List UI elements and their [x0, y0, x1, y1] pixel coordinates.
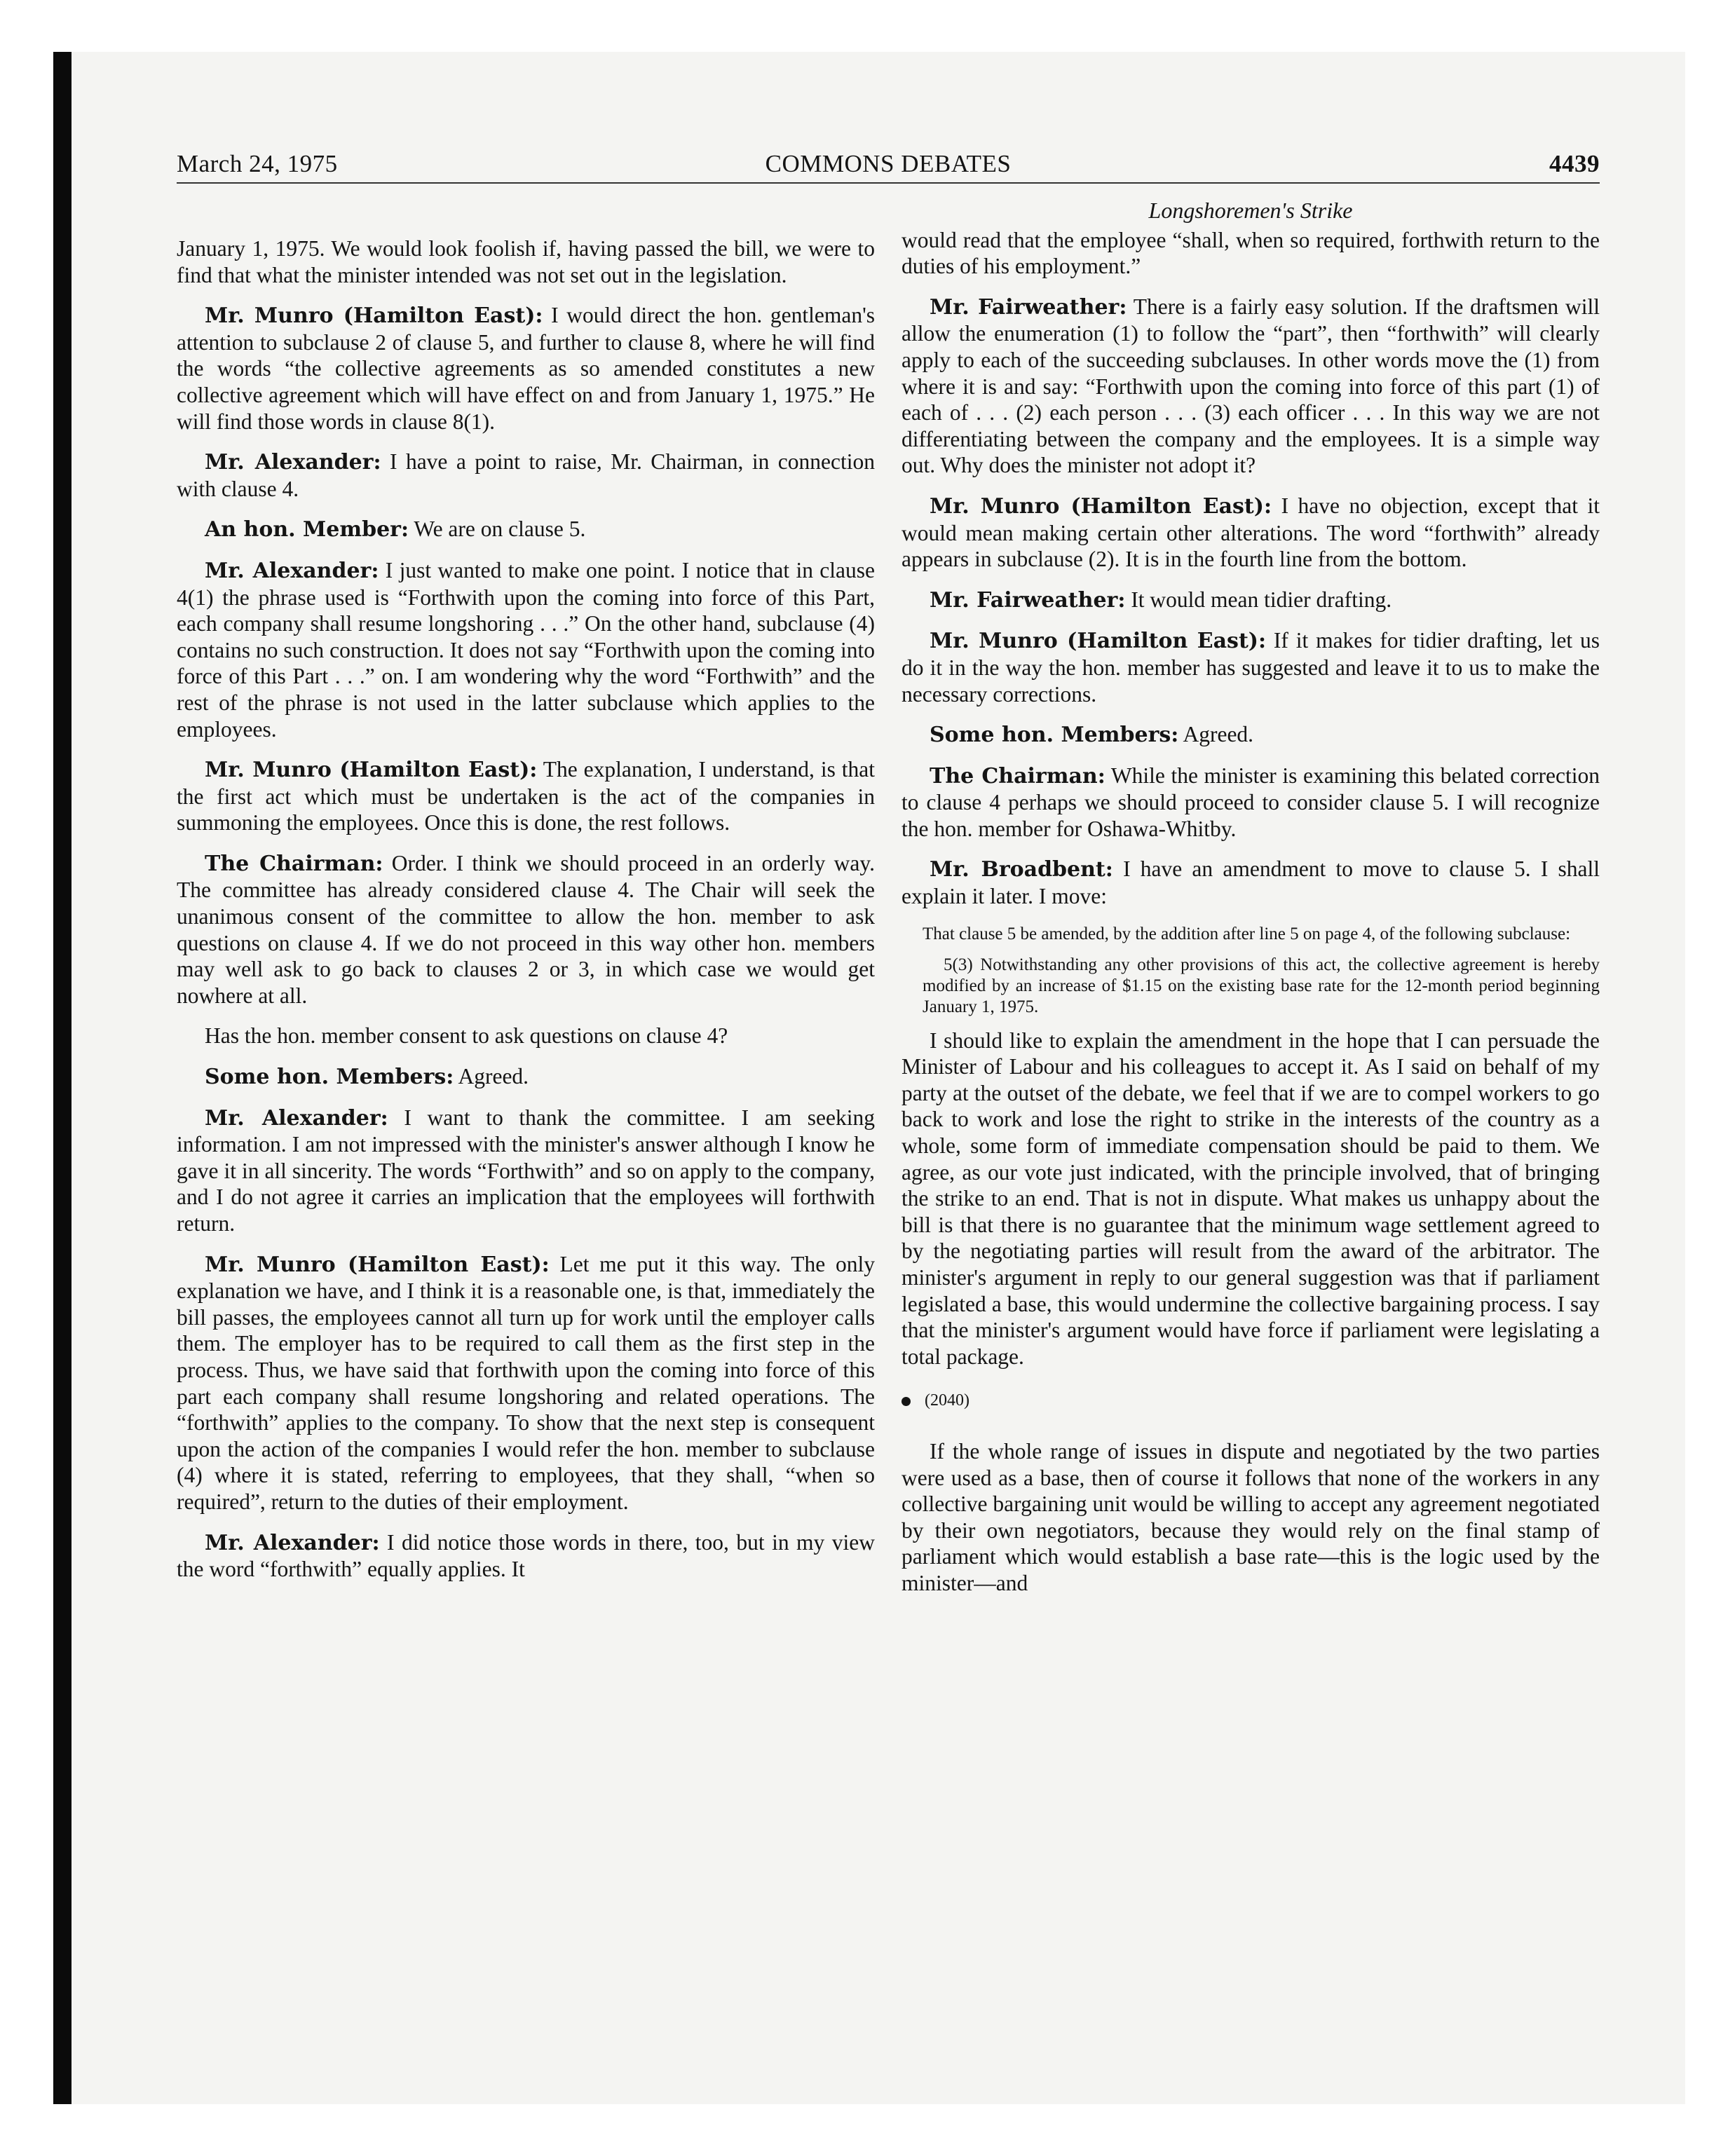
paragraph [901, 227, 1600, 280]
speaker-name: Mr. Munro (Hamilton East): [930, 629, 1267, 654]
paragraph [901, 1028, 1600, 1370]
right-column-top [901, 227, 1600, 910]
left-column [177, 236, 875, 1597]
right-column-end [901, 1438, 1600, 1597]
speaker-name: Some hon. Members: [930, 723, 1179, 748]
paragraph-text: Order. I think we should proceed in an orderly way. The committee has already considered clause 4. The Chair will seek the unanimous consent of the committee to allow the hon. member to ask questions on clause 4. If we do not proceed in this way other hon. members may well ask to go back to clauses 2 or 3, in which case we would get nowhere at all. [177, 850, 875, 1008]
paragraph [901, 856, 1600, 909]
paragraph-text: Agreed. [1183, 722, 1254, 747]
paragraph [177, 557, 875, 742]
paragraph-text: Agreed. [458, 1064, 529, 1089]
paragraph-text: Let me put it this way. The only explanation we have, and I think it is a reasonable one, is that, immediately the bill passes, the employees cannot all turn up for work until the employer calls them. The employer has to be required to call them as the first step in the process. Thus, we have said that forthwith upon the coming into force of this part each company shall resume longshoring and related operations. The “forthwith” applies to the company. To show that the next step is consequent upon the action of the companies I would refer the hon. member to subclause (4) where it is stated, referring to employees, that they shall, “when so required”, return to the duties of their employment. [177, 1251, 875, 1514]
paragraph-text: Has the hon. member consent to ask questions on clause 4? [205, 1023, 728, 1049]
header-page-number: 4439 [1549, 150, 1600, 177]
speaker-name: Mr. Munro (Hamilton East): [205, 758, 538, 783]
paragraph [177, 449, 875, 502]
paragraph [177, 1251, 875, 1515]
paragraph [901, 1438, 1600, 1597]
page-header [177, 143, 1600, 184]
speaker-name: The Chairman: [930, 763, 1105, 789]
paragraph [901, 627, 1600, 707]
motion-subclause: 5(3) Notwithstanding any other provisions of this act, the collective agreement is hereby modified by an increase of $1.15 on the existing base rate for the 12-month period beginning January 1, 1975. [923, 955, 1600, 1016]
speaker-name: Mr. Fairweather: [930, 294, 1127, 320]
paragraph-text: We are on clause 5. [414, 517, 586, 542]
speaker-name: Mr. Munro (Hamilton East): [205, 303, 543, 329]
paragraph-text: I want to thank the committee. I am seeking information. I am not impressed with the minister's answer although I know he gave it in all sincerity. The words “Forthwith” and so on apply to the company, and I do not agree it carries an implication that the employees will forthwith return. [177, 1105, 875, 1236]
speaker-name: Some hon. Members: [205, 1065, 454, 1090]
paragraph-text: If the whole range of issues in dispute and negotiated by the two parties were used as a base, then of course it follows that none of the workers in any collective bargaining unit would be willing to accept any agreement negotiated by their own negotiators, because they would rely on the final stamp of parliament which would establish a base rate—this is the logic used by the minister—and [901, 1438, 1600, 1595]
paragraph-text: I did notice those words in there, too, but in my view the word “forthwith” equally applies. It [177, 1529, 875, 1582]
paragraph [901, 721, 1600, 749]
paragraph [177, 1105, 875, 1237]
paragraph [901, 493, 1600, 573]
speaker-name: Mr. Alexander: [205, 1530, 380, 1555]
paragraph-text: There is a fairly easy solution. If the draftsmen will allow the enumeration (1) to follow the “part”, then “forthwith” will clearly apply to each of the succeeding subclauses. In other words move the (1) from where it is and say: “Forthwith upon the coming into force of this part (1) of each of . . . (2) each person . . . (3) each officer . . . In this way we are not differentiating between the company and the employees. It is a simple way out. Why does the minister not adopt it? [901, 294, 1600, 478]
speaker-name: Mr. Munro (Hamilton East): [930, 493, 1272, 519]
paragraph-text: January 1, 1975. We would look foolish if, having passed the bill, we were to find that what the minister intended was not set out in the legislation. [177, 236, 875, 287]
paragraph-text: If it makes for tidier drafting, let us do it in the way the hon. member has suggested and leave it to us to make the necessary corrections. [901, 628, 1600, 707]
speaker-name: Mr. Broadbent: [930, 857, 1113, 882]
speaker-name: Mr. Alexander: [205, 1105, 388, 1131]
paragraph [177, 516, 875, 543]
paragraph [177, 1063, 875, 1091]
paragraph-text: I have a point to raise, Mr. Chairman, in connection with clause 4. [177, 449, 875, 501]
paragraph [177, 236, 875, 288]
paragraph-text: While the minister is examining this belated correction to clause 4 perhaps we should proceed to consider clause 5. I will recognize the hon. member for Oshawa-Whitby. [901, 763, 1600, 841]
paragraph-text: would read that the employee “shall, when so required, forthwith return to the duties of his employment.” [901, 227, 1600, 279]
scan-binding-edge [53, 52, 72, 2104]
speaker-name: Mr. Alexander: [205, 558, 379, 583]
paragraph-text: I should like to explain the amendment in the hope that I can persuade the Minister of Labour and his colleagues to accept it. As I said on behalf of my party at the outset of the debate, we feel that if we are to compel workers to go back to work and lose the right to strike in the interests of the country as a whole, some form of immediate compensation should be paid to them. We agree, as our vote just indicated, with the principle involved, that of bringing the strike to an end. That is not in dispute. What makes us unhappy about the bill is that there is no guarantee that the minimum wage settlement agreed to by the negotiating parties will result from the award of the arbitrator. The minister's argument in reply to our general suggestion was that if parliament legislated a base, this would undermine the collective bargaining process. I say that the minister's argument would have force if parliament were legislating a total package. [901, 1028, 1600, 1369]
paragraph-text: I have an amendment to move to clause 5. I shall explain it later. I move: [901, 857, 1600, 909]
speaker-name: An hon. Member: [205, 517, 409, 543]
paragraph-text: I have no objection, except that it would mean making certain other alterations. The word “forthwith” already appears in subclause (2). It is in the fourth line from the bottom. [901, 493, 1600, 572]
paragraph [177, 1023, 875, 1049]
right-column-bottom [901, 1028, 1600, 1370]
speaker-name: Mr. Alexander: [205, 450, 381, 475]
header-date: March 24, 1975 [177, 150, 338, 177]
speaker-name: The Chairman: [205, 851, 383, 876]
paragraph [901, 763, 1600, 842]
paragraph [901, 587, 1600, 614]
running-head: Longshoremen's Strike [1148, 198, 1353, 223]
paragraph [177, 302, 875, 435]
speaker-name: Mr. Munro (Hamilton East): [205, 1252, 550, 1277]
paragraph [901, 294, 1600, 479]
time-stamp [901, 1388, 1600, 1414]
paragraph-text: It would mean tidier drafting. [1131, 587, 1392, 612]
speaker-name: Mr. Fairweather: [930, 587, 1126, 613]
paragraph [177, 756, 875, 836]
right-column [901, 198, 1600, 1611]
motion-text: That clause 5 be amended, by the addition after line 5 on page 4, of the following subclause: [923, 924, 1571, 943]
bullet-icon [901, 1397, 911, 1406]
paragraph-text: I would direct the hon. gentleman's attention to subclause 2 of clause 5, and further to clause 8, where he will find the words “the collective agreements as so amended constitutes a new collective agreement which will have effect on and from January 1, 1975.” He will find those words in clause 8(1). [177, 303, 875, 434]
time-stamp-text: (2040) [925, 1391, 969, 1410]
paragraph-text: I just wanted to make one point. I notice that in clause 4(1) the phrase used is “Forthwith upon the coming into force of this Part, each company shall resume longshoring . . .” On the other hand, subclause (4) contains no such construction. It does not say “Forthwith upon the coming into force of this Part . . .” on. I am wondering why the word “Forthwith” and the rest of the phrase is not used in the latter subclause which applies to the employees. [177, 557, 875, 742]
header-publication: COMMONS DEBATES [765, 150, 1012, 177]
paragraph [177, 1529, 875, 1583]
paragraph-text: The explanation, I understand, is that the first act which must be undertaken is the act of the companies in summoning the employees. Once this is done, the rest follows. [177, 757, 875, 835]
paragraph [177, 850, 875, 1009]
document-page [177, 143, 1600, 2063]
